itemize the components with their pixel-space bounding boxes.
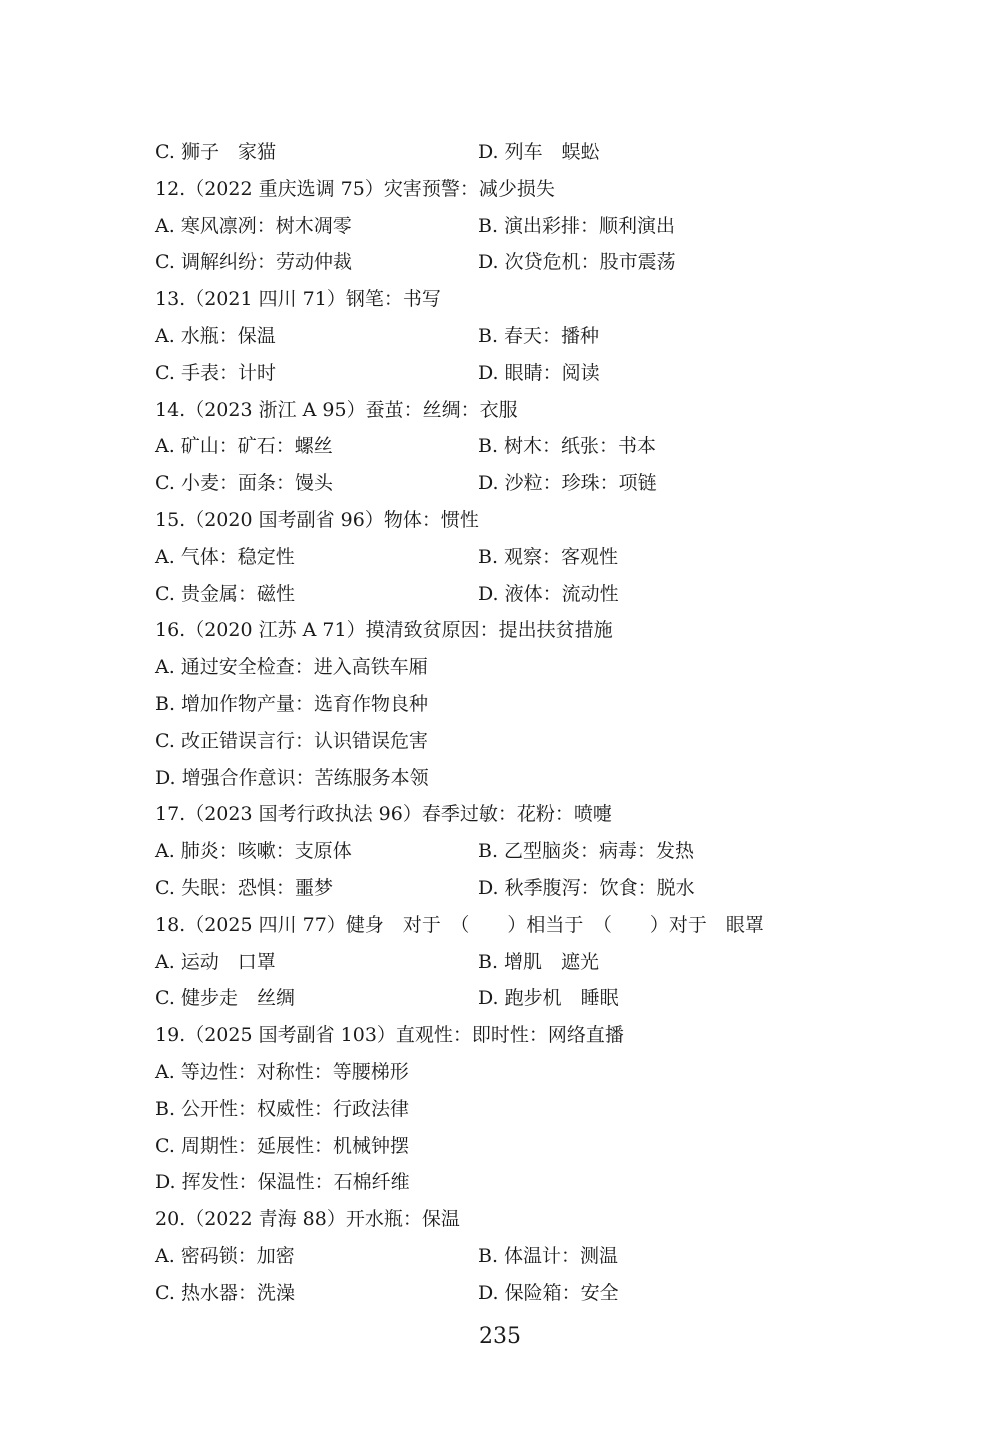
text-line: 15.（2020 国考副省 96）物体：惯性: [155, 509, 479, 531]
text-line: C. 失眠：恐惧：噩梦: [155, 877, 333, 899]
text-line: A. 密码锁：加密: [155, 1245, 295, 1267]
text-line: A. 寒风凛冽：树木凋零: [155, 214, 352, 237]
text-line: 18.（2025 四川 77）健身 对于 （ ）相当于 （ ）对于 眼罩: [155, 913, 764, 936]
text-line: A. 运动 口罩: [155, 950, 276, 973]
text-line-option: B. 体温计：测温: [478, 1245, 619, 1267]
text-line-option: D. 次贷危机：股市震荡: [478, 251, 676, 274]
text-line: 20.（2022 青海 88）开水瓶：保温: [155, 1208, 460, 1231]
text-line: C. 手表：计时: [155, 361, 276, 384]
text-line-option: D. 沙粒：珍珠：项链: [478, 472, 657, 495]
text-line-option: D. 秋季腹泻：饮食：脱水: [478, 877, 695, 899]
text-line: 17.（2023 国考行政执法 96）春季过敏：花粉：喷嚏: [155, 803, 612, 826]
text-line: 16.（2020 江苏 A 71）摸清致贫原因：提出扶贫措施: [155, 619, 613, 642]
text-line: B. 增加作物产量：选育作物良种: [155, 693, 429, 715]
page-number: 235: [479, 1324, 521, 1349]
text-line: A. 矿山：矿石：螺丝: [155, 435, 333, 458]
text-line-option: D. 眼睛：阅读: [478, 361, 600, 384]
text-line-option: B. 观察：客观性: [478, 545, 619, 568]
text-line: A. 水瓶：保温: [155, 325, 276, 347]
text-line: 19.（2025 国考副省 103）直观性：即时性：网络直播: [155, 1024, 624, 1047]
text-line-option: B. 乙型脑炎：病毒：发热: [478, 840, 695, 863]
text-line: 12.（2022 重庆选调 75）灾害预警：减少损失: [155, 177, 555, 200]
text-line-option: D. 保险箱：安全: [478, 1281, 619, 1304]
text-line: A. 肺炎：咳嗽：支原体: [155, 840, 352, 863]
text-line: D. 增强合作意识：苦练服务本领: [155, 766, 429, 789]
text-line: A. 气体：稳定性: [155, 545, 295, 568]
text-line: C. 贵金属：磁性: [155, 582, 295, 605]
text-line: C. 调解纠纷：劳动仲裁: [155, 251, 352, 274]
text-line: 13.（2021 四川 71）钢笔：书写: [155, 288, 441, 311]
text-line: C. 改正错误言行：认识错误危害: [155, 729, 428, 752]
text-line-option: D. 列车 蜈蚣: [478, 141, 600, 163]
text-line: A. 等边性：对称性：等腰梯形: [155, 1061, 409, 1083]
text-line-option: D. 跑步机 睡眠: [478, 987, 619, 1010]
text-line: B. 公开性：权威性：行政法律: [155, 1097, 410, 1120]
text-line-option: B. 树木：纸张：书本: [478, 435, 657, 458]
text-line: D. 挥发性：保温性：石棉纤维: [155, 1171, 410, 1194]
text-line-option: D. 液体：流动性: [478, 582, 619, 605]
text-line-option: B. 演出彩排：顺利演出: [478, 214, 676, 237]
text-line: C. 小麦：面条：馒头: [155, 472, 333, 495]
text-line: A. 通过安全检查：进入高铁车厢: [155, 656, 428, 679]
text-line: C. 健步走 丝绸: [155, 987, 295, 1010]
text-line: C. 周期性：延展性：机械钟摆: [155, 1134, 409, 1157]
text-line: 14.（2023 浙江 A 95）蚕茧：丝绸：衣服: [155, 398, 518, 421]
text-line: C. 热水器：洗澡: [155, 1281, 295, 1304]
text-line-option: B. 春天：播种: [478, 325, 600, 347]
text-line-option: B. 增肌 遮光: [478, 950, 600, 973]
text-line: C. 狮子 家猫: [155, 141, 276, 163]
